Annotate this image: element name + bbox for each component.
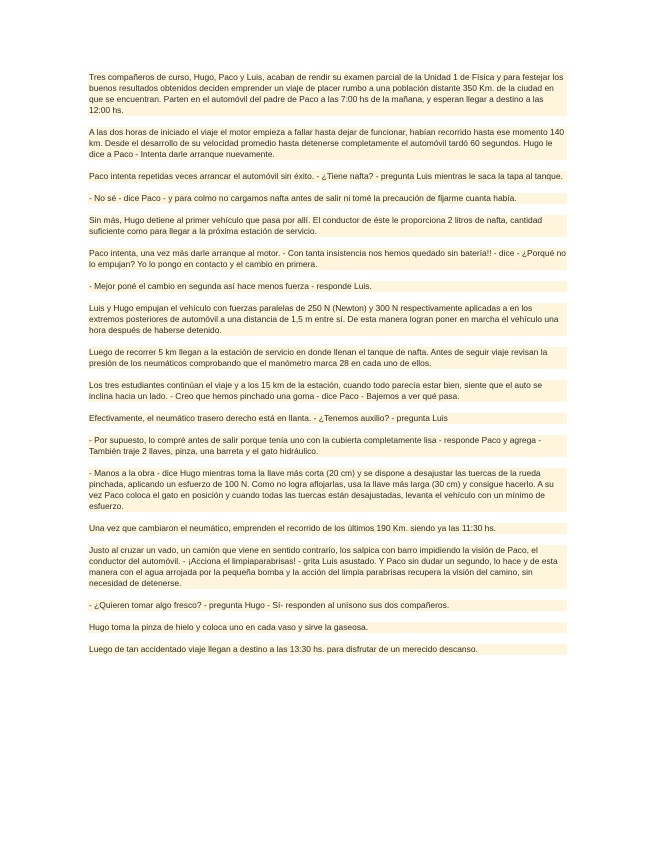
paragraph-5: Sin más, Hugo detiene al primer vehículo que pasa por allí. El conductor de éste le proporciona 2 litros de nafta, cantidad suficiente como para llegar a la próxima estación de servicio. (88, 215, 567, 237)
paragraph-8: Luis y Hugo empujan el vehículo con fuerzas paralelas de 250 N (Newton) y 300 N respectivamente aplicadas a en los extremos posteriores de automóvil a una distancia de 1,5 m entre sí. De esta manera logran poner en marcha el vehículo una hora después de haberse detenido. (88, 303, 567, 336)
paragraph-15: Justo al cruzar un vado, un camión que viene en sentido contrario, los salpica con barro impidiendo la visión de Paco, el conductor del automóvil. - ¡Acciona el limpiaparabrisas! - grita Luis asustado. Y Paco sin dudar un segundo, lo hace y de esta manera con el agua arrojada por la pequeña bomba y la acción del limpia parabrisas recupera la visión del camino, sin necesidad de detenerse. (88, 545, 567, 589)
paragraph-7: - Mejor poné el cambio en segunda así hace menos fuerza - responde Luis. (88, 281, 567, 292)
paragraph-4: - No sé - dice Paco - y para colmo no cargamos nafta antes de salir ni tomé la precaución de fijarme cuanta había. (88, 193, 567, 204)
paragraph-13: - Manos a la obra - dice Hugo mientras toma la llave más corta (20 cm) y se dispone a desajustar las tuercas de la rueda pinchada, aplicando un esfuerzo de 100 N. Como no logra aflojarlas, usa la llave más larga (30 cm) y consigue hacerlo. A su vez Paco coloca el gato en posición y cuando todas las tuercas están desajustadas, levanta el vehículo con un mínimo de esfuerzo. (88, 468, 567, 512)
paragraph-3: Paco intenta repetidas veces arrancar el automóvil sin éxito. - ¿Tiene nafta? - pregunta Luis mientras le saca la tapa al tanque. (88, 171, 567, 182)
paragraph-2: A las dos horas de iniciado el viaje el motor empieza a fallar hasta dejar de funcionar, habían recorrido hasta ese momento 140 km. Desde el desarrollo de su velocidad promedio hasta detenerse completamente el automóvil tardó 60 segundos. Hugo le dice a Paco - Intenta darle arranque nuevamente. (88, 127, 567, 160)
paragraph-17: Hugo toma la pinza de hielo y coloca uno en cada vaso y sirve la gaseosa. (88, 622, 567, 633)
paragraph-9: Luego de recorrer 5 km llegan a la estación de servicio en donde llenan el tanque de nafta. Antes de seguir viaje revisan la presión de los neumáticos comprobando que el manómetro marca 28 en cada uno de ellos. (88, 347, 567, 369)
document-body (88, 72, 567, 655)
paragraph-14: Una vez que cambiaron el neumático, emprenden el recorrido de los últimos 190 Km. siendo ya las 11:30 hs. (88, 523, 567, 534)
paragraph-10: Los tres estudiantes continúan el viaje y a los 15 km de la estación, cuando todo parecía estar bien, siente que el auto se inclina hacia un lado. - Creo que hemos pinchado una goma - dice Paco - Bajemos a ver qué pasa. (88, 380, 567, 402)
paragraph-6: Paco intenta, una vez más darle arranque al motor. - Con tanta insistencia nos hemos quedado sin batería!! - dice - ¿Porqué no lo empujan? Yo lo pongo en contacto y el cambio en primera. (89, 248, 566, 269)
paragraph-11: Efectivamente, el neumático trasero derecho está en llanta. - ¿Tenemos auxilio? - pregunta Luis (88, 413, 567, 424)
paragraph-16: - ¿Quieren tomar algo fresco? - pregunta Hugo - Sí- responden al unísono sus dos compañeros. (88, 600, 567, 611)
paragraph-12: - Por supuesto, lo compré antes de salir porque tenía uno con la cubierta completamente lisa - responde Paco y agrega - También traje 2 llaves, pinza, una barreta y el gato hidráulico. (88, 435, 567, 457)
paragraph-1: Tres compañeros de curso, Hugo, Paco y Luis, acaban de rendir su examen parcial de la Unidad 1 de Física y para festejar los buenos resultados obtenidos deciden emprender un viaje de placer rumbo a una población distante 350 Km. de la ciudad en que se encuentran. Parten en el automóvil del padre de Paco a las 7:00 hs de la mañana, y esperan llegar a destino a las 12:00 hs. (88, 72, 567, 116)
paragraph-18: Luego de tan accidentado viaje llegan a destino a las 13:30 hs. para disfrutar de un merecido descanso. (88, 644, 567, 655)
